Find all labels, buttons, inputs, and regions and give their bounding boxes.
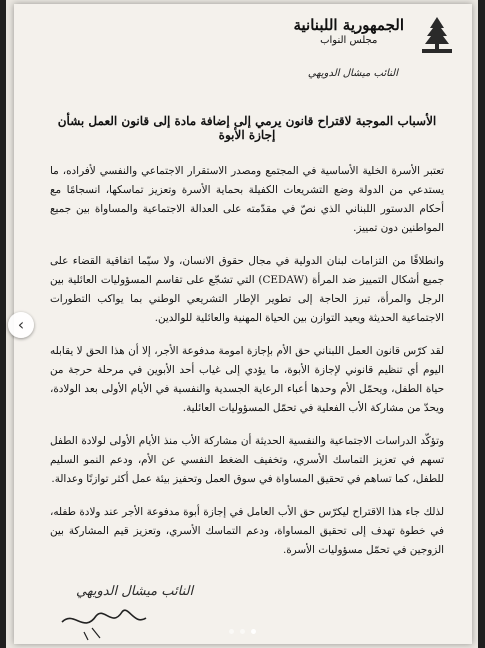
republic-heading: الجمهورية اللبنانية: [293, 16, 404, 34]
carousel-indicator: [0, 629, 485, 634]
carousel-dot[interactable]: [240, 629, 245, 634]
signature: النائب ميشال الدويهي: [76, 584, 194, 599]
parliament-emblem-icon: [416, 14, 458, 56]
letterhead: [293, 16, 404, 46]
carousel-dot-active[interactable]: [251, 629, 256, 634]
paragraph: وانطلاقًا من التزامات لبنان الدولية في مجال حقوق الانسان، ولا سيّما اتفاقية القضاء على جميع أشكال التمييز ضد المرأة (CEDAW) التي تشجّع على تقاسم المسؤوليات العائلية بين الرجل والمرأة، تبرز الحاجة إلى تطوير الإطار التشريعي الوطني بما يواكب التطورات الاجتماعية الحديثة ويعيد التوازن بين الحياة المهنية والعائلية للوالدين.: [50, 255, 445, 324]
document-photo: [6, 0, 478, 648]
paragraph: وتؤكّد الدراسات الاجتماعية والنفسية الحديثة أن مشاركة الأب منذ الأيام الأولى لولادة الطفل تسهم في تعزيز التماسك الأسري، وتخفيف الضغط النفسي عن الأم، ودعم النمو السليم للطفل، كما تساهم في تحقيق المساواة في سوق العمل وتحفيز بيئة عمل أكثر توازنًا وعدالة.: [50, 435, 444, 485]
parliament-heading: مجلس النواب: [320, 35, 378, 46]
previous-image-button[interactable]: [8, 312, 34, 338]
carousel-dot[interactable]: [229, 629, 234, 634]
document-body: [50, 162, 444, 574]
document-title: الأسباب الموجبة لاقتراح قانون يرمي إلى إضافة مادة إلى قانون العمل بشأن إجازة الأبوة: [57, 114, 437, 142]
chevron-left-icon: ‹: [17, 315, 25, 334]
document-page: [14, 4, 472, 644]
paragraph: لقد كرّس قانون العمل اللبناني حق الأم بإجازة امومة مدفوعة الأجر، إلا أن هذا الحق لا يقابله اليوم أي تنظيم قانوني لإجازة الأبوة، ما يؤدي إلى غياب أحد الأبوين في مرحلة حرجة من حياة الطفل، ويحمّل الأم وحدها أعباء الرعاية الجسدية والنفسية في الأيام الأولى بعد الولادة، ويحدّ من مشاركة الأب الفعلية في تحمّل المسؤوليات العائلية.: [50, 345, 444, 414]
paragraph: تعتبر الأسرة الخلية الأساسية في المجتمع ومصدر الاستقرار الاجتماعي والنفسي لأفراده، ما يستدعي من الدولة وضع التشريعات الكفيلة بحماية الأسرة وتعزيز تماسكها، انسجامًا مع أحكام الدستور اللبناني الذي نصّ في مقدّمته على العدالة الاجتماعية والمساواة بين جميع المواطنين دون تمييز.: [50, 165, 444, 234]
mp-name: النائب ميشال الدويهي: [307, 68, 398, 79]
paragraph: لذلك جاء هذا الاقتراح ليكرّس حق الأب العامل في إجازة أبوة مدفوعة الأجر عند ولادة طفله، في خطوة تهدف إلى تحقيق المساواة، ودعم التماسك الأسري، وتعزيز قيم المشاركة بين الزوجين في تحمّل مسؤوليات الأسرة.: [50, 506, 444, 556]
